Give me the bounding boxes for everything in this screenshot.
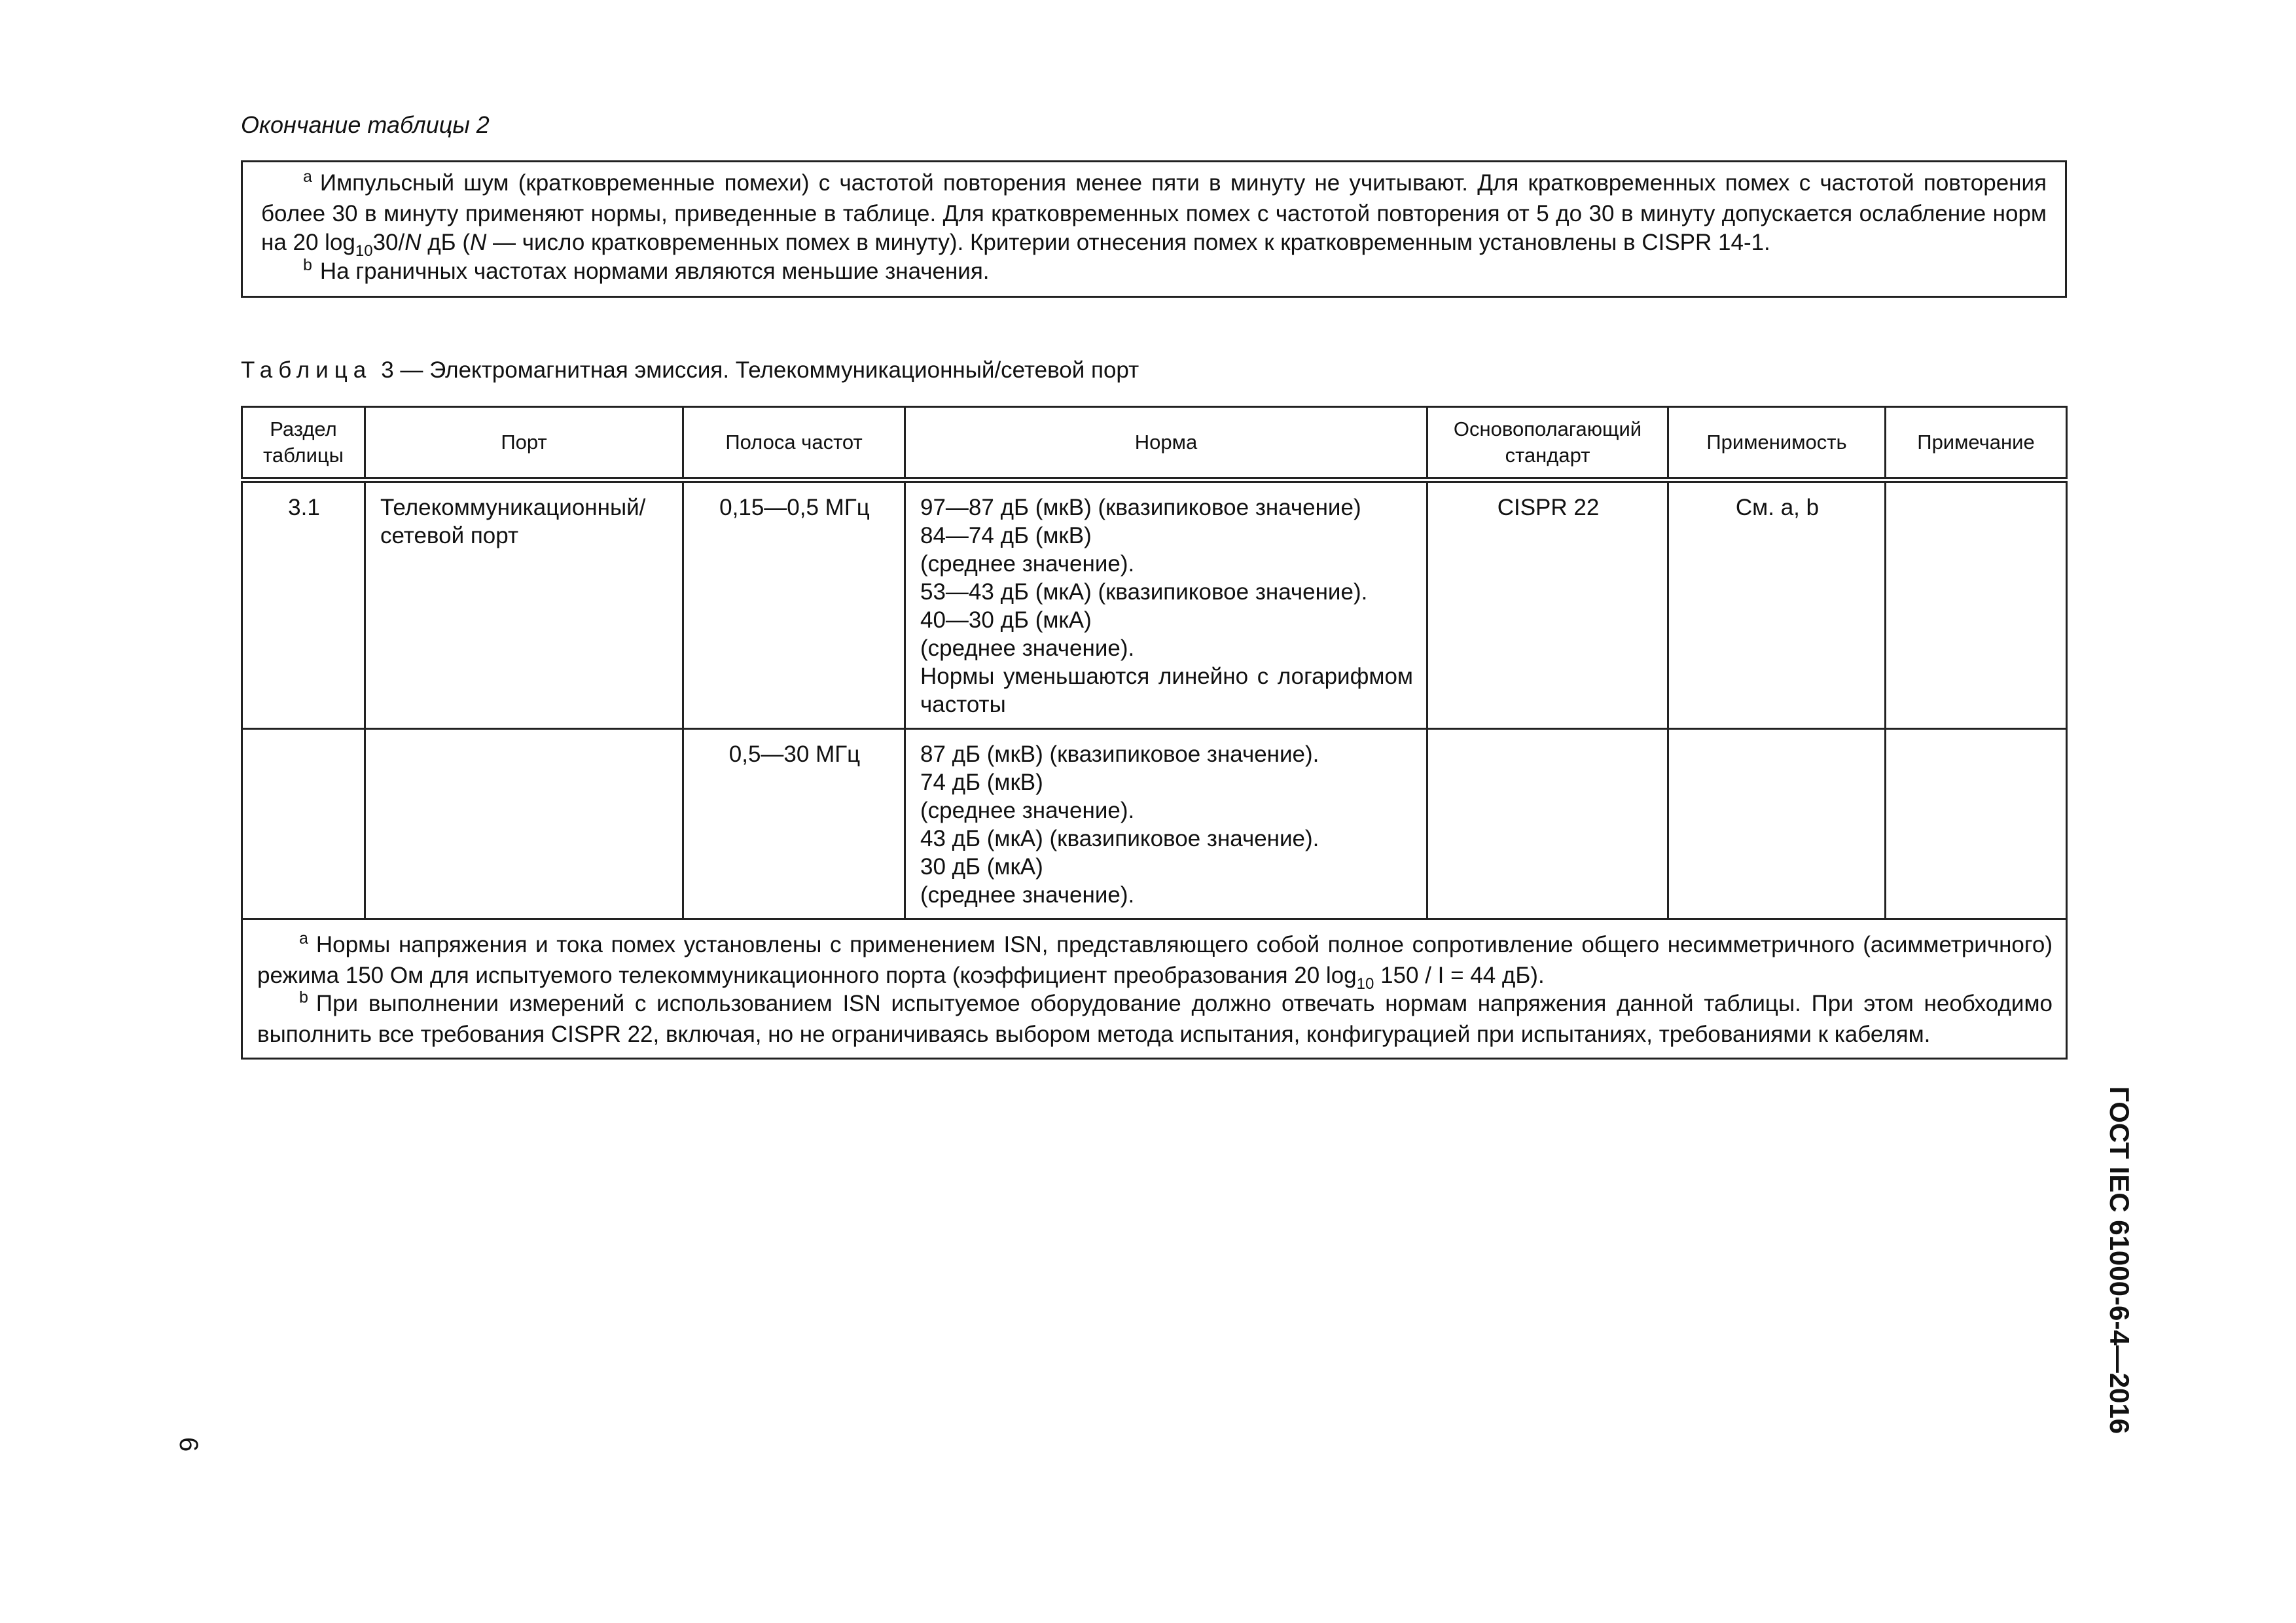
table3-footnotes xyxy=(242,919,2067,1059)
table-row xyxy=(242,480,2067,729)
caption-text: 3 — Электромагнитная эмиссия. Телекоммуникационный/сетевой порт xyxy=(381,357,1139,383)
port-cell: Телекоммуникационный/ сетевой порт xyxy=(365,480,683,729)
remark-cell xyxy=(1886,729,2067,919)
norm-line: Нормы уменьшаются линейно с логарифмом частоты xyxy=(920,664,1413,717)
header-cell: Примечание xyxy=(1886,407,2067,480)
header-cell: Основополагающий стандарт xyxy=(1427,407,1668,480)
footnote-b xyxy=(261,257,2047,288)
header-cell: Порт xyxy=(365,407,683,480)
header-cell: Раздел таблицы xyxy=(242,407,365,480)
table-header-row xyxy=(242,407,2067,480)
table-caption xyxy=(241,357,1139,383)
footnote-b xyxy=(257,990,2053,1048)
log-subscript: 10 xyxy=(355,242,373,260)
page-number: 6 xyxy=(174,1437,203,1452)
norm-line: (среднее значение). xyxy=(920,551,1135,577)
port-cell xyxy=(365,729,683,919)
norm-line: (среднее значение). xyxy=(920,882,1135,908)
emission-table xyxy=(241,406,2068,1060)
footnote-a xyxy=(261,168,2047,260)
variable-n: N xyxy=(470,230,487,255)
band-cell: 0,5—30 МГц xyxy=(683,729,905,919)
norm-cell xyxy=(905,729,1427,919)
footnote-marker: b xyxy=(299,988,308,1007)
footnote-marker: a xyxy=(299,929,308,948)
document-code: ГОСТ IEC 61000-6-4—2016 xyxy=(2104,1086,2135,1435)
section-cell: 3.1 xyxy=(242,480,365,729)
variable-n: N xyxy=(404,230,422,255)
footnote-text: Импульсный шум (кратковременные помехи) с частотой повторения менее пяти в минуту не учитывают. Для кратковременных помех с частотой повторения более 30 в минуту применяют нормы, приведенные в таблице. Для кратковременных помех с частотой повторения от 5 до 30 в минуту допускается ослабление норм на 20 log xyxy=(261,170,2047,255)
footnote-text: 30/ xyxy=(372,230,405,255)
band-cell: 0,15—0,5 МГц xyxy=(683,480,905,729)
table-notes-row xyxy=(242,919,2067,1059)
section-cell xyxy=(242,729,365,919)
standard-cell xyxy=(1427,729,1668,919)
norm-line: (среднее значение). xyxy=(920,635,1135,661)
norm-line: 40—30 дБ (мкА) xyxy=(920,607,1092,633)
footnote-text: дБ ( xyxy=(421,230,471,255)
norm-line: 74 дБ (мкВ) xyxy=(920,770,1043,795)
applicability-cell: См. a, b xyxy=(1668,480,1886,729)
header-cell: Полоса частот xyxy=(683,407,905,480)
log-subscript: 10 xyxy=(1356,975,1374,993)
header-cell: Норма xyxy=(905,407,1427,480)
continuation-title: Окончание таблицы 2 xyxy=(241,111,490,138)
footnote-a xyxy=(257,929,2053,993)
footnote-text: 150 / I = 44 дБ). xyxy=(1374,963,1545,988)
footnote-text: На граничных частотах нормами являются меньшие значения. xyxy=(319,259,990,284)
norm-line: 30 дБ (мкА) xyxy=(920,854,1043,880)
remark-cell xyxy=(1886,480,2067,729)
norm-line: 43 дБ (мкА) (квазипиковое значение). xyxy=(920,826,1319,851)
footnote-text: Нормы напряжения и тока помех установлены с применением ISN, представляющего собой полное сопротивление общего несимметричного (асимметричного) режима 150 Ом для испытуемого телекоммуникационного порта (коэффициент преобразования 20 log xyxy=(257,932,2053,988)
table2-footnotes xyxy=(241,160,2067,298)
norm-line: 53—43 дБ (мкА) (квазипиковое значение). xyxy=(920,579,1368,605)
norm-line: 97—87 дБ (мкВ) (квазипиковое значение) xyxy=(920,495,1361,520)
footnote-marker: a xyxy=(303,168,312,186)
footnote-marker: b xyxy=(303,256,312,274)
footnote-text: При выполнении измерений с использованием ISN испытуемое оборудование должно отвечать нормам напряжения данной таблицы. При этом необходимо выполнить все требования CISPR 22, включая, но не ограничиваясь выбором метода испытания, конфигурацией при испытаниях, требованиями к кабелям. xyxy=(257,991,2053,1047)
norm-cell xyxy=(905,480,1427,729)
standard-cell: CISPR 22 xyxy=(1427,480,1668,729)
header-cell: Применимость xyxy=(1668,407,1886,480)
footnote-text: — число кратковременных помех в минуту). Критерии отнесения помех к кратковременным установлены в CISPR 14-1. xyxy=(486,230,1770,255)
norm-line: 84—74 дБ (мкВ) xyxy=(920,523,1092,548)
norm-line: 87 дБ (мкВ) (квазипиковое значение). xyxy=(920,741,1319,767)
table-row xyxy=(242,729,2067,919)
caption-prefix: Таблица xyxy=(241,357,372,383)
norm-line: (среднее значение). xyxy=(920,798,1135,823)
applicability-cell xyxy=(1668,729,1886,919)
